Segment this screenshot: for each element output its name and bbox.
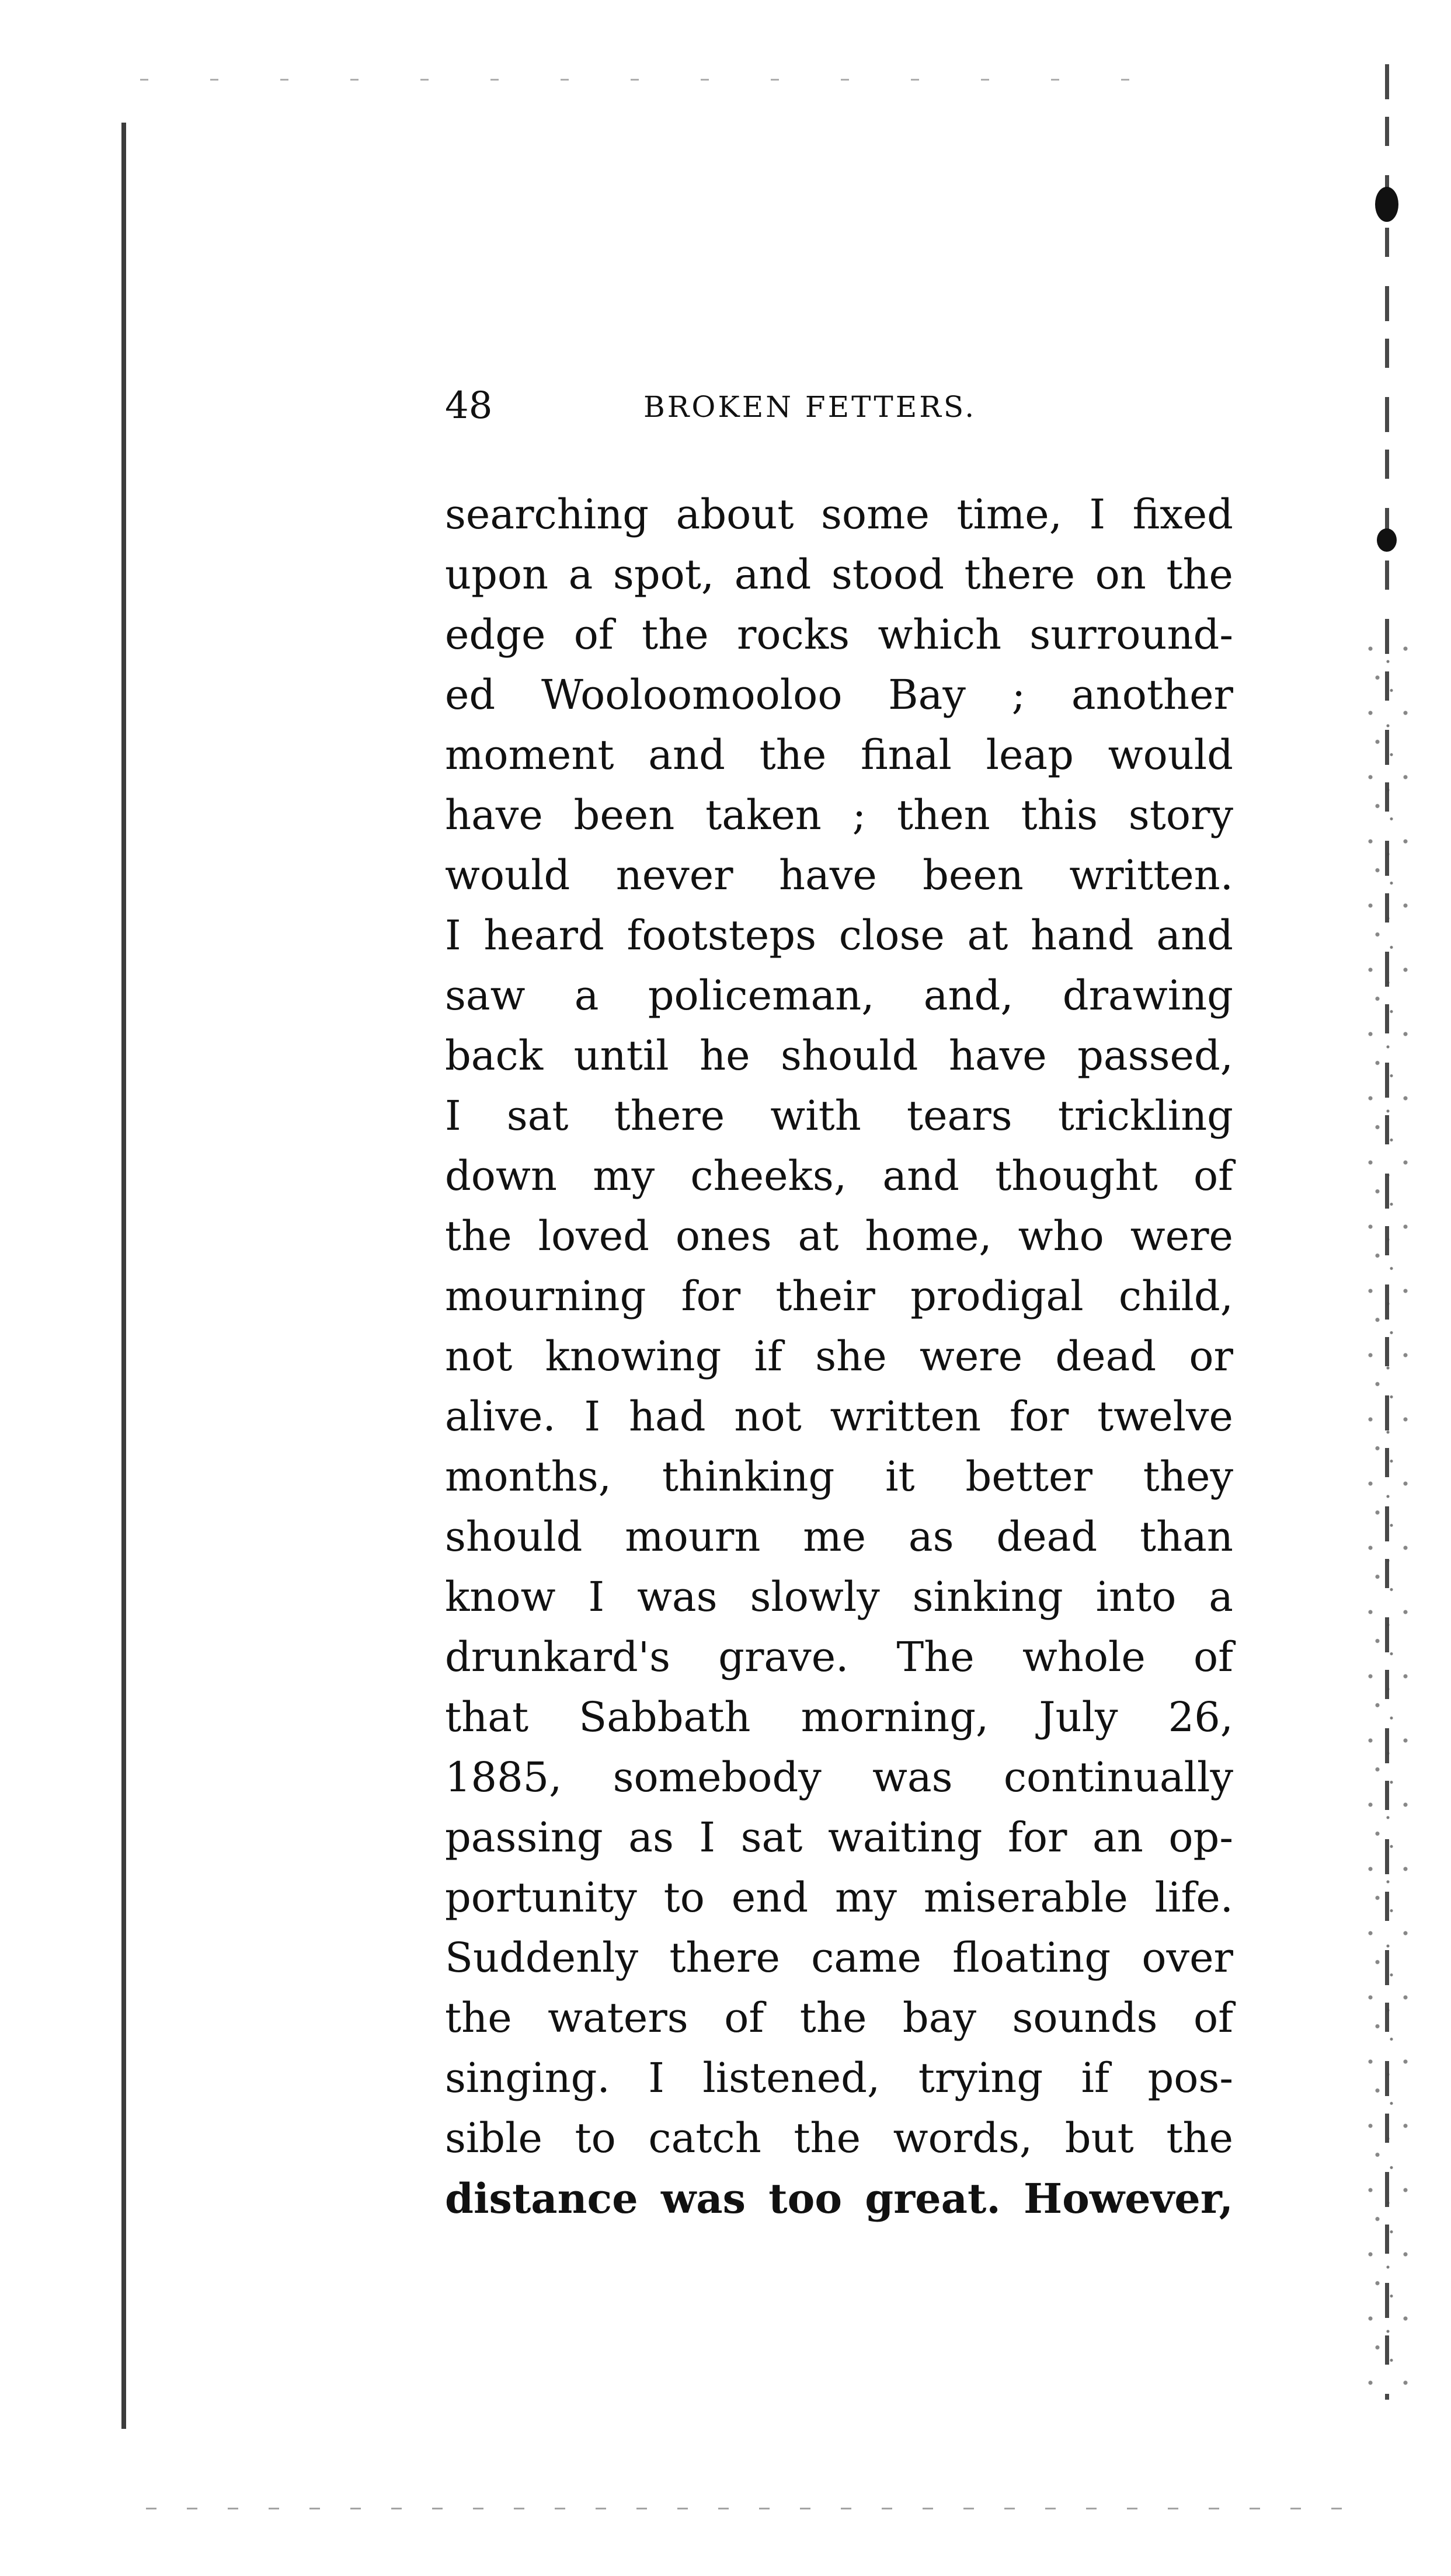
page-header — [445, 382, 1227, 429]
text-line: ed Wooloomooloo Bay ; another — [445, 671, 1233, 719]
text-line: I sat there with tears trickling — [445, 1092, 1233, 1140]
text-line: have been taken ; then this story — [445, 791, 1233, 839]
text-line: mourning for their prodigal child, — [445, 1272, 1233, 1320]
text-line: know I was slowly sinking into a — [445, 1573, 1233, 1621]
scan-left-edge — [121, 123, 126, 2429]
text-line: alive. I had not written for twelve — [445, 1393, 1233, 1440]
text-line: passing as I sat waiting for an op- — [445, 1813, 1233, 1861]
text-line: Suddenly there came floating over — [445, 1934, 1233, 1982]
text-line: should mourn me as dead than — [445, 1513, 1233, 1561]
text-line: moment and the final leap would — [445, 731, 1233, 779]
text-line: down my cheeks, and thought of — [445, 1152, 1233, 1200]
text-line: upon a spot, and stood there on the — [445, 551, 1233, 598]
body-text — [445, 485, 1233, 2229]
text-line: the waters of the bay sounds of — [445, 1994, 1233, 2042]
page-number: 48 — [445, 384, 493, 427]
ink-blot — [1377, 528, 1397, 552]
text-line: sible to catch the words, but the — [445, 2114, 1233, 2162]
scan-top-edge — [140, 79, 1133, 81]
text-line: would never have been written. — [445, 851, 1233, 899]
text-line: 1885, somebody was continually — [445, 1753, 1233, 1801]
text-line: portunity to end my miserable life. — [445, 1874, 1233, 1921]
text-line: edge of the rocks which surround- — [445, 611, 1233, 659]
scan-bottom-edge — [146, 2508, 1343, 2509]
text-line: I heard footsteps close at hand and — [445, 911, 1233, 959]
text-line: distance was too great. However, — [445, 2174, 1233, 2223]
text-line: months, thinking it better they — [445, 1453, 1233, 1501]
running-title: BROKEN FETTERS. — [643, 390, 977, 424]
ink-blot — [1375, 187, 1398, 222]
text-line: searching about some time, I fixed — [445, 490, 1233, 538]
text-line: the loved ones at home, who were — [445, 1212, 1233, 1260]
text-line: back until he should have passed, — [445, 1032, 1233, 1080]
text-line: that Sabbath morning, July 26, — [445, 1693, 1233, 1741]
text-line: drunkard's grave. The whole of — [445, 1633, 1233, 1681]
text-line: not knowing if she were dead or — [445, 1332, 1233, 1380]
text-line: singing. I listened, trying if pos- — [445, 2054, 1233, 2102]
scan-speckle — [1363, 642, 1410, 2394]
text-line: saw a policeman, and, drawing — [445, 972, 1233, 1019]
